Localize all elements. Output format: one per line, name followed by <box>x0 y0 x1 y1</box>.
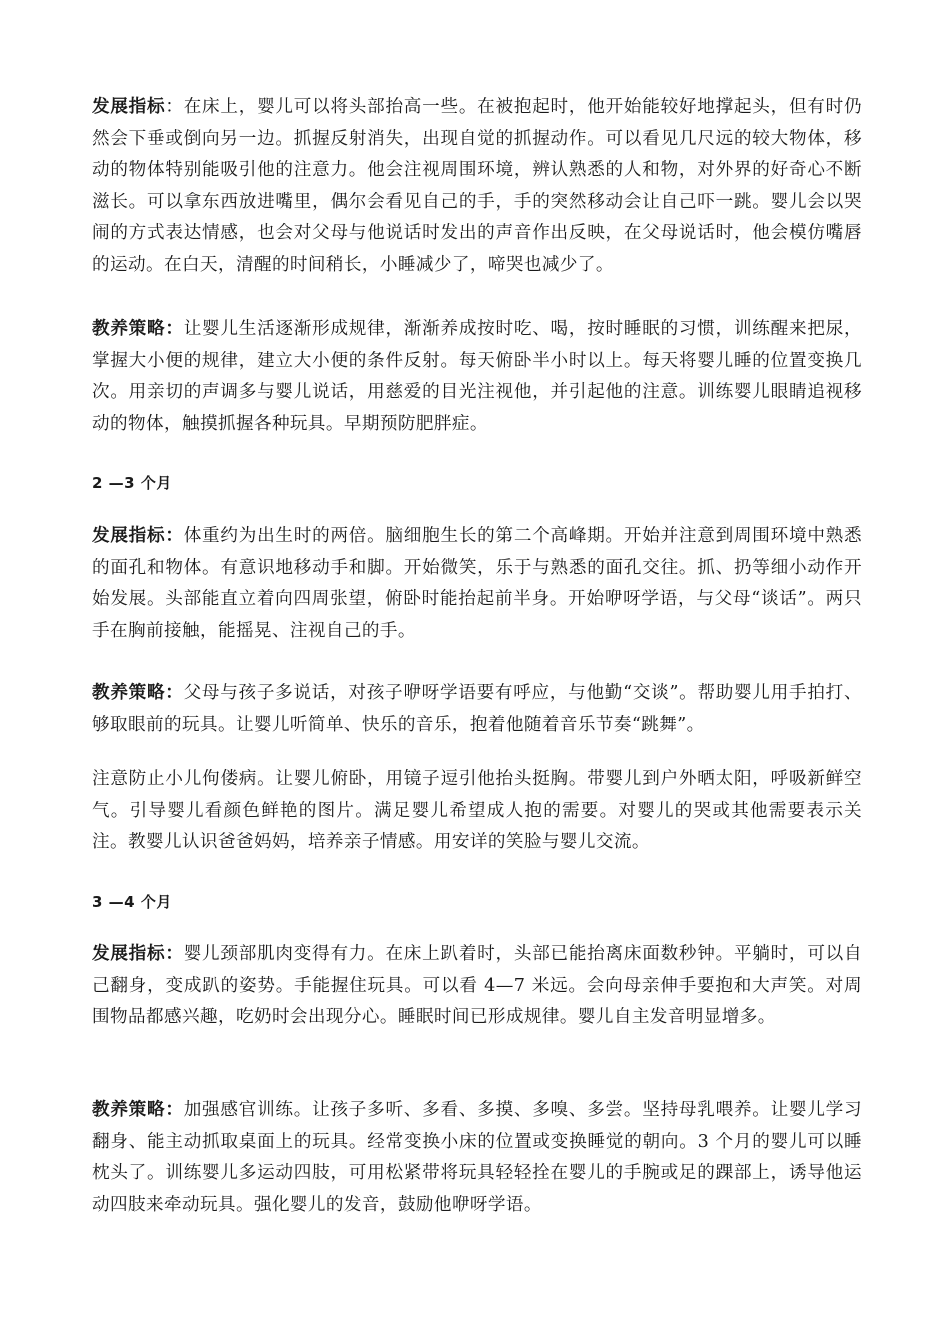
strategy-label: 教养策略： <box>92 318 184 339</box>
section-3-indicator <box>92 938 862 1034</box>
strategy-label: 教养策略： <box>92 682 184 703</box>
section-2-strategy <box>92 677 862 741</box>
indicator-text: 体重约为出生时的两倍。脑细胞生长的第二个高峰期。开始并注意到周围环境中熟悉的面孔和物体。有意识地移动手和脚。开始微笑，乐于与熟悉的面孔交往。抓、扔等细小动作开始发展。头部能直立着向四周张望，俯卧时能抬起前半身。开始咿呀学语，与父母“谈话”。两只手在胸前接触，能摇晃、注视自己的手。 <box>92 526 862 641</box>
section-heading-2-3-months: 2 —3 个月 <box>92 474 172 492</box>
strategy-text: 加强感官训练。让孩子多听、多看、多摸、多嗅、多尝。坚持母乳喂养。让婴儿学习翻身、能主动抓取桌面上的玩具。经常变换小床的位置或变换睡觉的朝向。3 个月的婴儿可以睡枕头了。训练婴儿多运动四肢，可用松紧带将玩具轻轻拴在婴儿的手腕或足的踝部上，诱导他运动四肢来牵动玩具。强化婴儿的发音，鼓励他咿呀学语。 <box>92 1100 862 1215</box>
strategy-label: 教养策略： <box>92 1099 184 1120</box>
indicator-text: ：在床上，婴儿可以将头部抬高一些。在被抱起时，他开始能较好地撑起头，但有时仍然会下垂或倒向另一边。抓握反射消失，出现自觉的抓握动作。可以看见几尺远的较大物体，移动的物体特别能吸引他的注意力。他会注视周围环境，辨认熟悉的人和物，对外界的好奇心不断滋长。可以拿东西放进嘴里，偶尔会看见自己的手，手的突然移动会让自己吓一跳。婴儿会以哭闹的方式表达情感，也会对父母与他说话时发出的声音作出反映，在父母说话时，他会模仿嘴唇的运动。在白天，清醒的时间稍长，小睡减少了，啼哭也减少了。 <box>92 97 862 275</box>
indicator-label: 发展指标 <box>92 96 166 117</box>
section-heading-3-4-months: 3 —4 个月 <box>92 893 172 911</box>
indicator-text: 婴儿颈部肌肉变得有力。在床上趴着时，头部已能抬离床面数秒钟。平躺时，可以自己翻身，变成趴的姿势。手能握住玩具。可以看 4—7 米远。会向母亲伸手要抱和大声笑。对周围物品都感兴趣，吃奶时会出现分心。睡眠时间已形成规律。婴儿自主发音明显增多。 <box>92 944 862 1027</box>
strategy-text: 让婴儿生活逐渐形成规律，渐渐养成按时吃、喝，按时睡眠的习惯，训练醒来把尿，掌握大小便的规律，建立大小便的条件反射。每天俯卧半小时以上。每天将婴儿睡的位置变换几次。用亲切的声调多与婴儿说话，用慈爱的目光注视他，并引起他的注意。训练婴儿眼睛追视移动的物体，触摸抓握各种玩具。早期预防肥胖症。 <box>92 319 862 434</box>
strategy-text: 父母与孩子多说话，对孩子咿呀学语要有呼应，与他勤“交谈”。帮助婴儿用手拍打、够取眼前的玩具。让婴儿听简单、快乐的音乐，抱着他随着音乐节奏“跳舞”。 <box>92 683 862 735</box>
section-2-extra: 注意防止小儿佝偻病。让婴儿俯卧，用镜子逗引他抬头挺胸。带婴儿到户外晒太阳，呼吸新鲜空气。引导婴儿看颜色鲜艳的图片。满足婴儿希望成人抱的需要。对婴儿的哭或其他需要表示关注。教婴儿认识爸爸妈妈，培养亲子情感。用安详的笑脸与婴儿交流。 <box>92 769 862 852</box>
section-1-indicator <box>92 91 862 281</box>
section-2-indicator <box>92 520 862 647</box>
section-1-strategy <box>92 313 862 440</box>
indicator-label: 发展指标： <box>92 943 184 964</box>
indicator-label: 发展指标： <box>92 525 184 546</box>
section-3-strategy <box>92 1094 862 1221</box>
